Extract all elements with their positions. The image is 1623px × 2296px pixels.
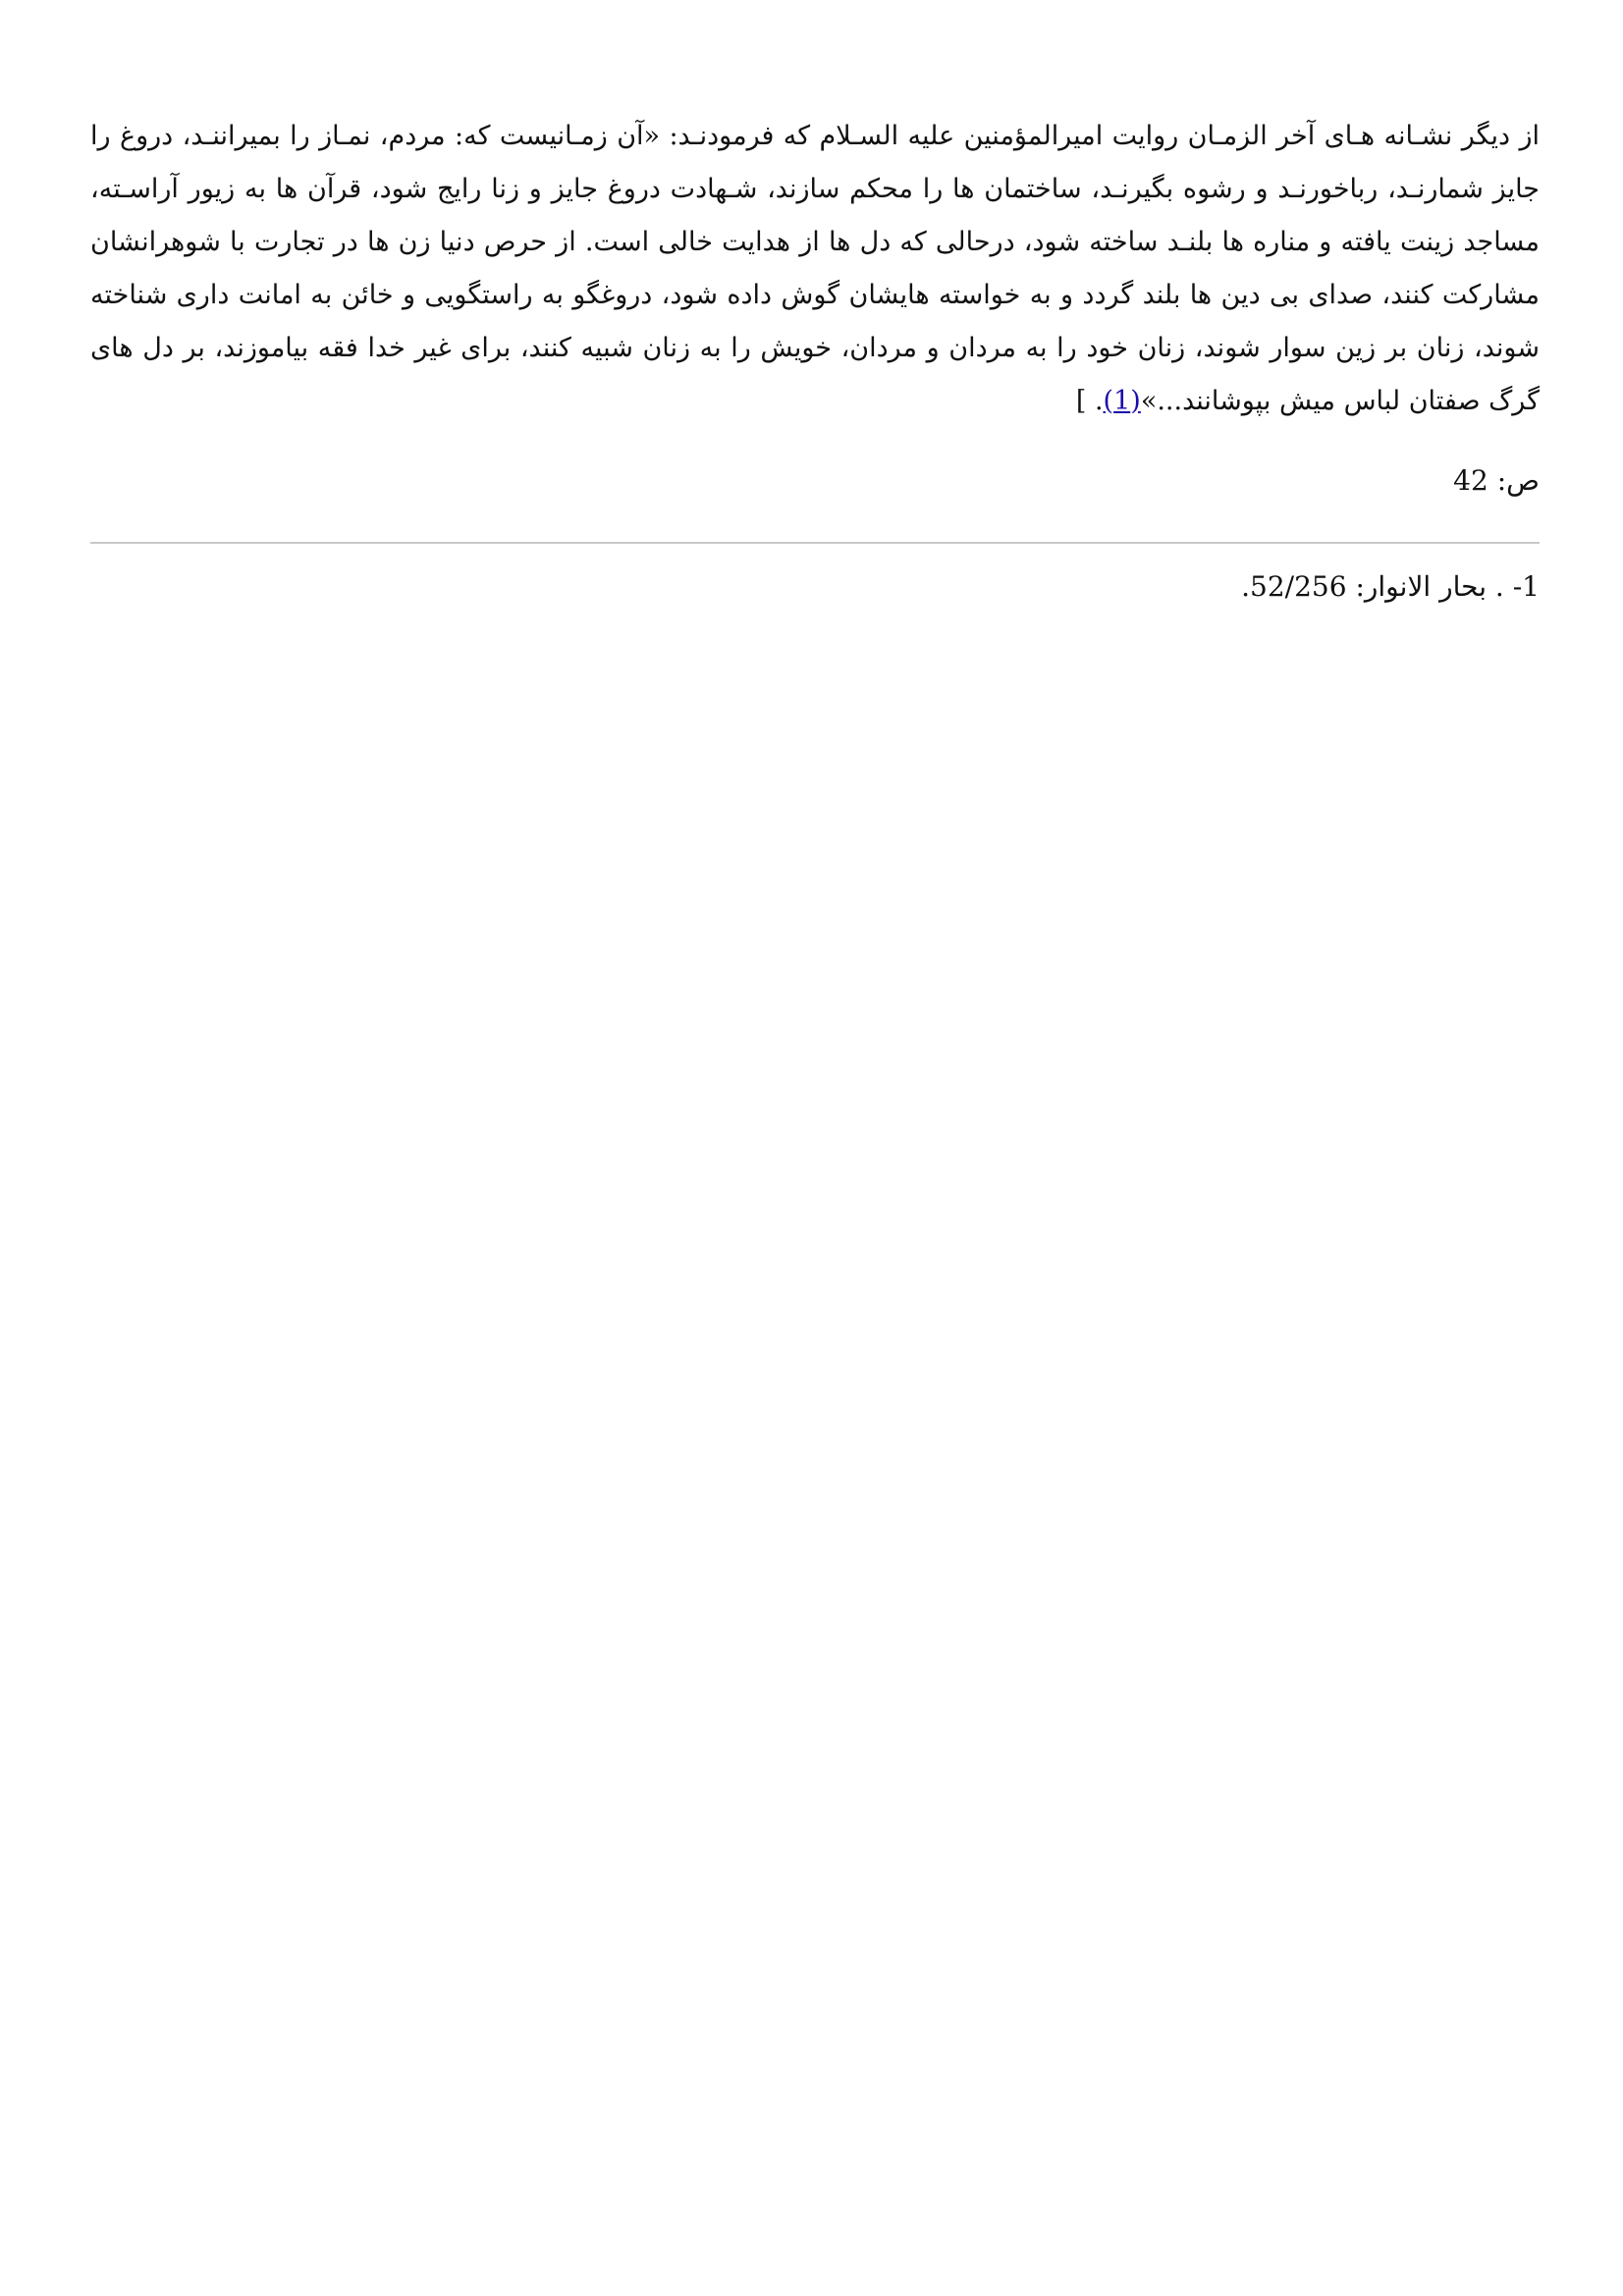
paragraph-text: از دیگر نشـانه هـای آخر الزمـان روایت امیرالمؤمنین علیه السـلام که فرمودنـد: «آن زمـانیست که: مردم، نمـاز را بمیراننـد، دروغ را جایز شمارنـد، رباخورنـد و رشوه بگیرنـد، ساختمان ها را محکم سازند، شـهادت دروغ جایز و زنا رایج شود، قرآن ها به زیور آراسـته، مساجد زینت یافته و مناره ها بلنـد ساخته شود، درحالی که دل ها از هدایت خالی است. از حرص دنیا زن ها در تجارت با شوهرانشان مشارکت کنند، صدای بی دین ها بلند گردد و به خواسته هایشان گوش داده شود، دروغگو به راستگویی و خائن به امانت داری شناخته شوند، زنان بر زین سوار شوند، زنان خود را به مردان و مردان، خویش را به زنان شبیه کنند، برای غیر خدا فقه بیاموزند، بر دل های گرگ صفتان لباس میش بپوشانند...»: [90, 121, 1540, 416]
main-paragraph: [90, 110, 1540, 428]
page-content: [90, 110, 1540, 607]
footnote-link[interactable]: (1): [1103, 386, 1141, 416]
paragraph-trailing: . ]: [1075, 386, 1104, 416]
page-number: ص: 42: [1453, 464, 1540, 497]
footnote-divider: [90, 542, 1540, 544]
footnote-text: 1- . بحار الانوار: 52/256.: [1241, 570, 1540, 603]
